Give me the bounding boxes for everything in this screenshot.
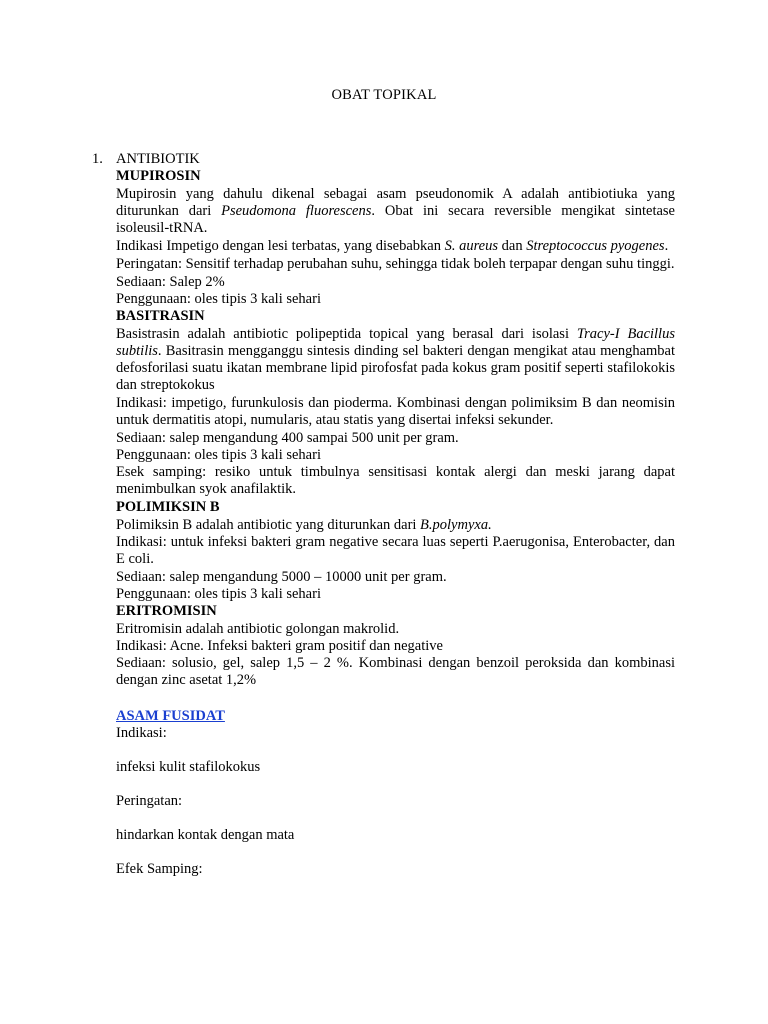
asam-fusidat-efek-label: Efek Samping:: [116, 861, 203, 877]
spacer: [116, 690, 675, 708]
eritromisin-sediaan: Sediaan: solusio, gel, salep 1,5 – 2 %. Kombinasi dengan benzoil peroksida dan kombinasi dengan zinc asetat 1,2%: [116, 655, 675, 688]
heading-asam-fusidat: [116, 708, 675, 725]
text-run-italic: Tracy-I Bacillus subtilis: [116, 326, 675, 359]
asam-fusidat-peringatan-label: Peringatan:: [116, 793, 183, 809]
basitrasin-sediaan: Sediaan: salep mengandung 400 sampai 500 unit per gram.: [116, 430, 459, 446]
polimiksin-indikasi: Indikasi: untuk infeksi bakteri gram negative secara luas seperti P.aerugonisa, Enterobacter, dan E coli.: [116, 534, 675, 567]
mupirosin-peringatan: Peringatan: Sensitif terhadap perubahan suhu, sehingga tidak boleh terpapar dengan suhu tinggi.: [116, 256, 675, 272]
mupirosin-sediaan: Sediaan: Salep 2%: [116, 274, 225, 290]
asam-fusidat-indikasi-label: Indikasi:: [116, 725, 167, 741]
heading-polimiksin: POLIMIKSIN B: [116, 499, 220, 515]
spacer: [116, 776, 675, 793]
basitrasin-penggunaan: Penggunaan: oles tipis 3 kali sehari: [116, 447, 321, 463]
heading-eritromisin: ERITROMISIN: [116, 603, 217, 619]
text-run: Indikasi Impetigo dengan lesi terbatas, yang disebabkan: [116, 238, 445, 254]
text-run: Mupirosin yang dahulu dikenal sebagai asam pseudonomik A adalah antibiotiuka yang diturunkan dari: [116, 186, 675, 219]
text-run-italic: B.polymyxa.: [420, 517, 492, 533]
document-title: OBAT TOPIKAL: [331, 87, 437, 103]
polimiksin-penggunaan: Penggunaan: oles tipis 3 kali sehari: [116, 586, 321, 602]
section-title: ANTIBIOTIK: [116, 151, 200, 167]
mupirosin-description: [116, 186, 675, 237]
text-run: Basistrasin adalah antibiotic polipeptida topical yang berasal dari isolasi: [116, 326, 577, 342]
heading-basitrasin: BASITRASIN: [116, 308, 205, 324]
text-run: . Basitrasin mengganggu sintesis dinding sel bakteri dengan mengikat atau menghambat defosforilasi suatu ikatan membrane lipid pirofosfat pada kokus gram positif seperti stafilokokis dan streptokokus: [116, 343, 675, 393]
document-body: [116, 151, 675, 878]
heading-mupirosin: MUPIROSIN: [116, 168, 201, 184]
polimiksin-description: [116, 517, 675, 534]
mupirosin-penggunaan: Penggunaan: oles tipis 3 kali sehari: [116, 291, 321, 307]
basitrasin-description: [116, 326, 675, 394]
text-run: . Obat ini secara reversible mengikat sintetase isoleusil-tRNA.: [116, 203, 675, 236]
spacer: [116, 810, 675, 827]
asam-fusidat-link[interactable]: ASAM FUSIDAT: [116, 708, 225, 724]
text-run: Polimiksin B adalah antibiotic yang diturunkan dari: [116, 517, 421, 533]
spacer: [116, 844, 675, 861]
asam-fusidat-peringatan-text: hindarkan kontak dengan mata: [116, 827, 295, 843]
basitrasin-indikasi: Indikasi: impetigo, furunkulosis dan pioderma. Kombinasi dengan polimiksim B dan neomisin untuk dermatitis atopi, numularis, atau statis yang disertai infeksi sekunder.: [116, 395, 675, 428]
polimiksin-sediaan: Sediaan: salep mengandung 5000 – 10000 unit per gram.: [116, 569, 447, 585]
text-run: .: [664, 238, 669, 254]
eritromisin-description: Eritromisin adalah antibiotic golongan makrolid.: [116, 621, 400, 637]
text-run-italic: Pseudomona fluorescens: [221, 203, 372, 219]
text-run-italic: Streptococcus pyogenes: [526, 238, 665, 254]
spacer: [116, 742, 675, 759]
text-run: dan: [498, 238, 527, 254]
text-run-italic: S. aureus: [444, 238, 499, 254]
asam-fusidat-indikasi-text: infeksi kulit stafilokokus: [116, 759, 261, 775]
mupirosin-indikasi: [116, 238, 675, 255]
list-number: 1.: [92, 151, 103, 167]
eritromisin-indikasi: Indikasi: Acne. Infeksi bakteri gram positif dan negative: [116, 638, 443, 654]
basitrasin-efek-samping: Esek samping: resiko untuk timbulnya sensitisasi kontak alergi dan meski jarang dapat menimbulkan syok anafilaktik.: [116, 464, 675, 497]
